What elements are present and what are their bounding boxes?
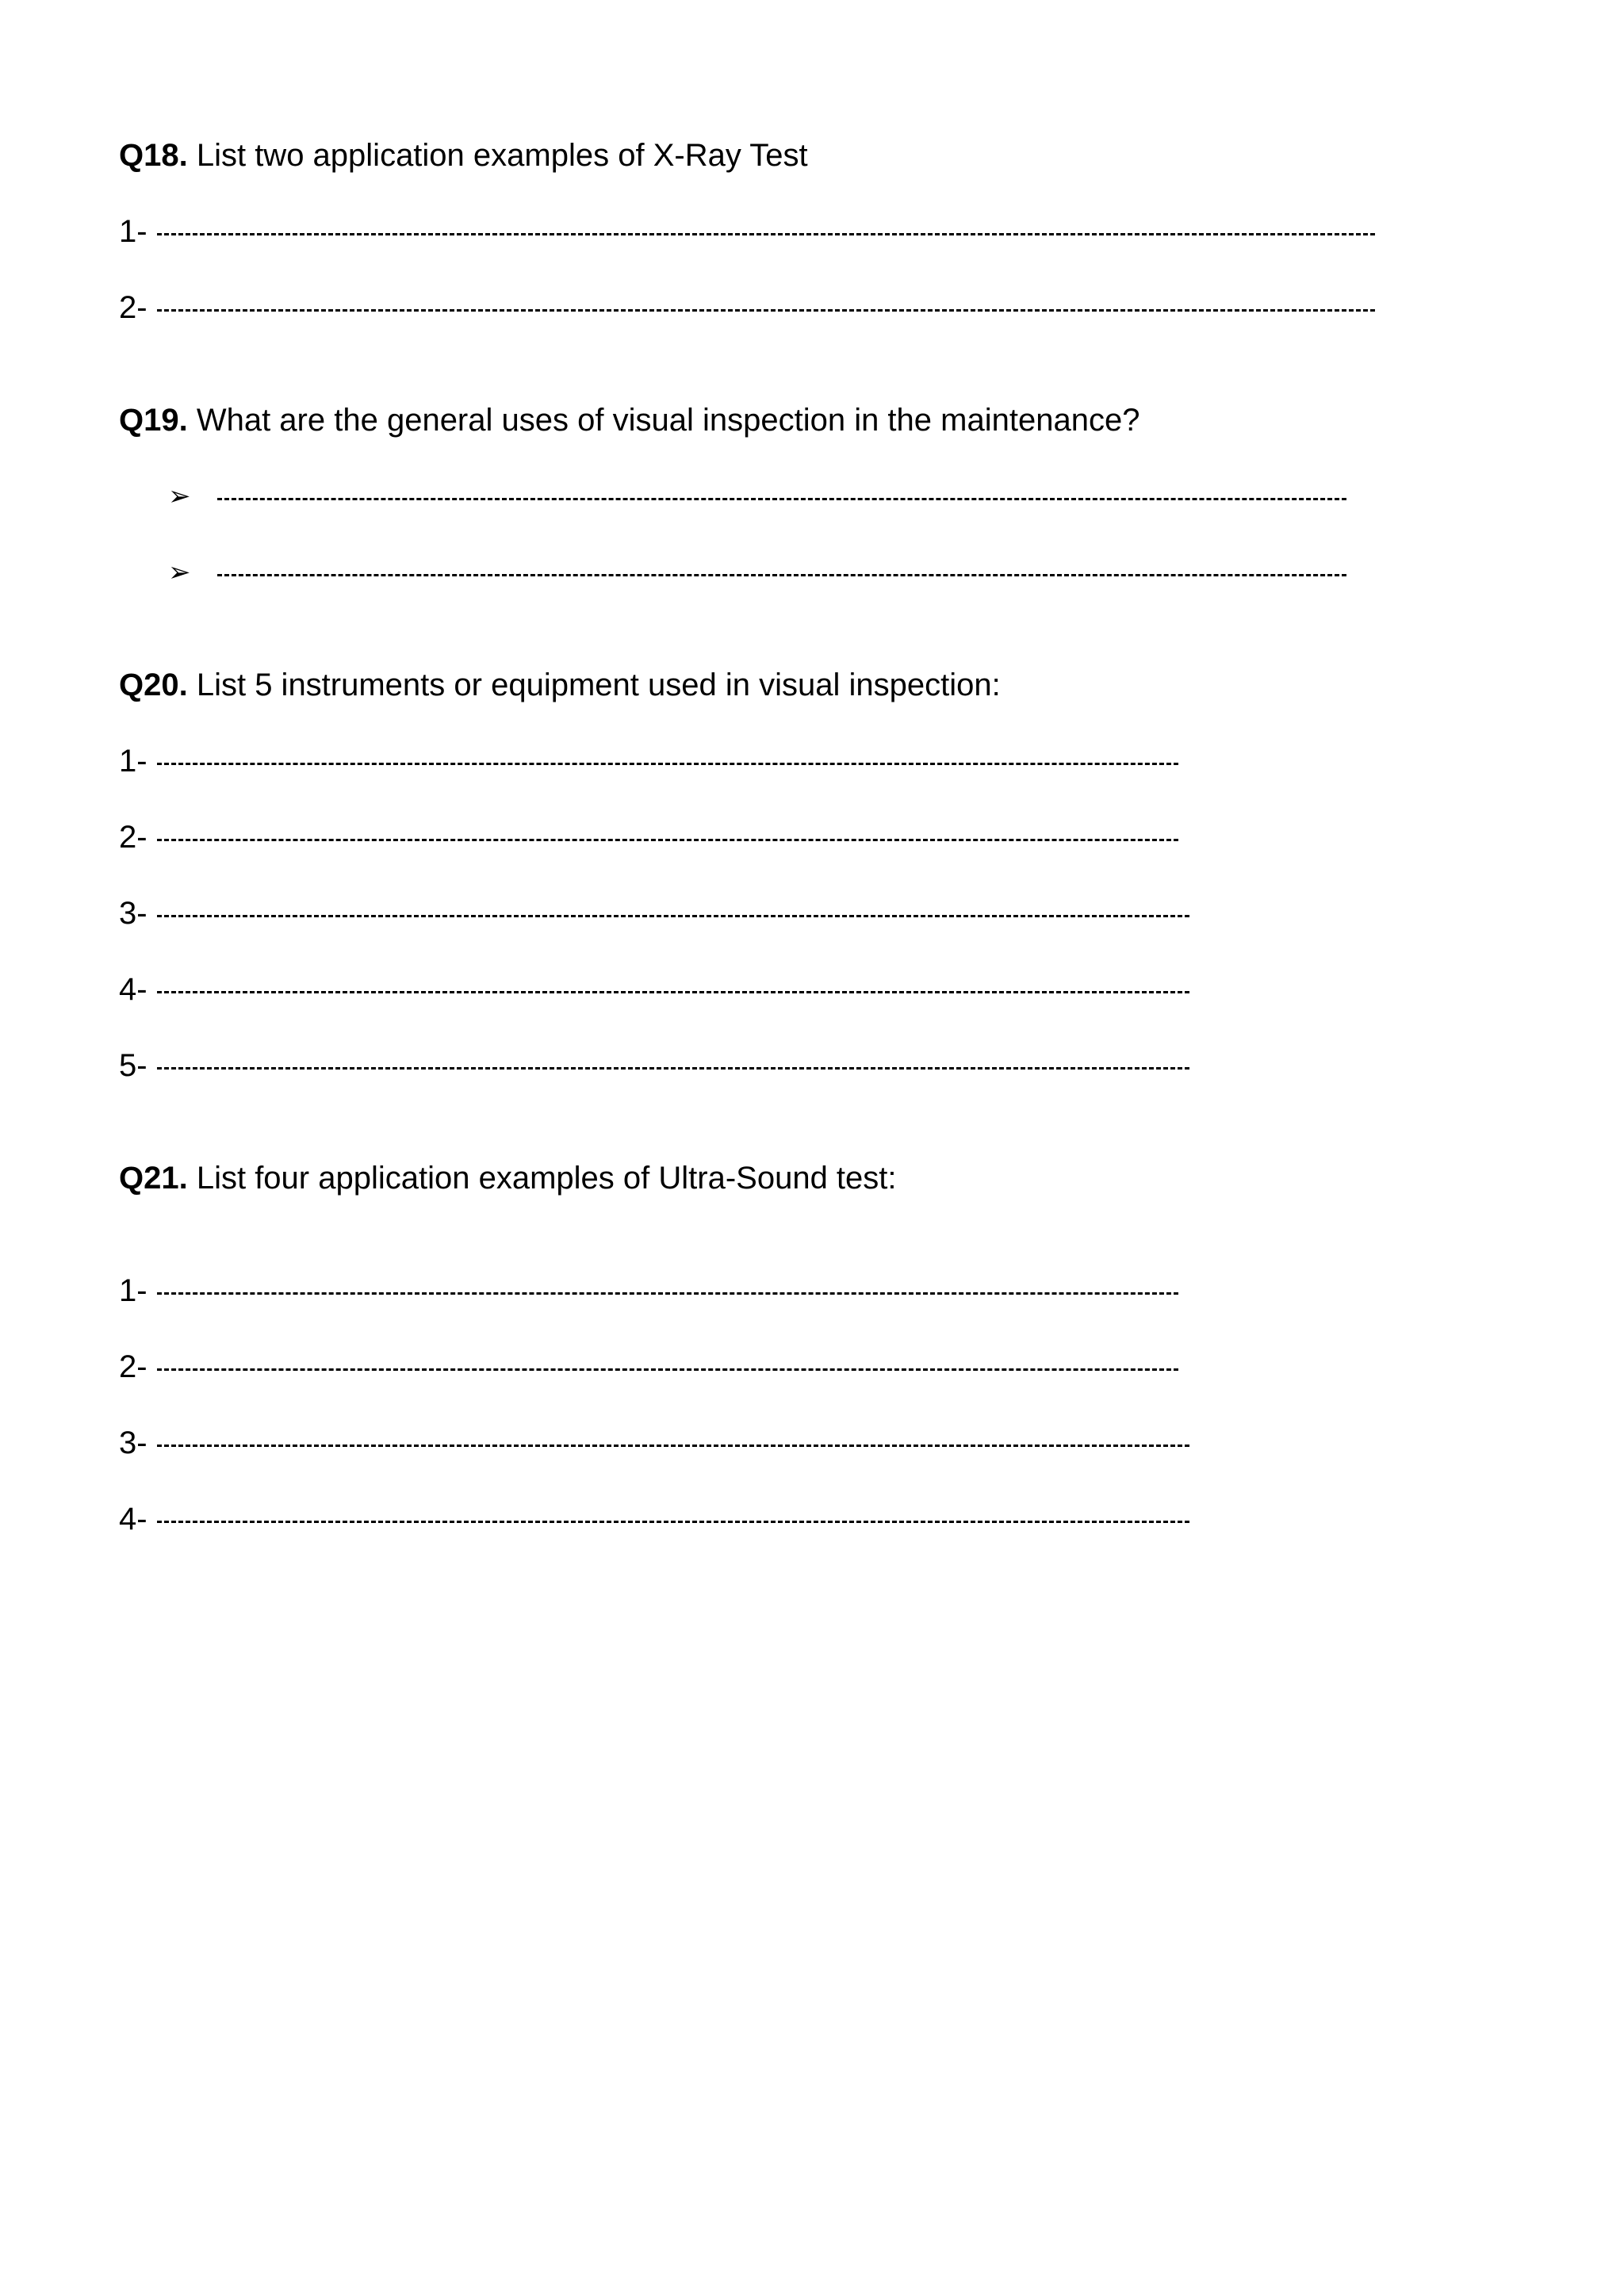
answer-blank[interactable] [217, 574, 1346, 576]
question-number: Q19. [119, 403, 188, 438]
answer-blank[interactable] [157, 233, 1375, 235]
question-21 [119, 1159, 897, 1197]
answer-label: 1- [119, 214, 147, 249]
question-number: Q20. [119, 668, 188, 702]
answer-blank[interactable] [157, 991, 1189, 993]
answer-blank[interactable] [157, 1368, 1178, 1371]
answer-label: 2- [119, 820, 147, 855]
answer-label: 2- [119, 1349, 147, 1384]
answer-label: 4- [119, 972, 147, 1007]
answer-line[interactable] [119, 1424, 1189, 1462]
answer-blank[interactable] [157, 915, 1189, 917]
answer-label: 1- [119, 1273, 147, 1308]
answer-blank[interactable] [157, 309, 1375, 312]
answer-line[interactable] [119, 1272, 1178, 1310]
answer-blank[interactable] [157, 1067, 1189, 1070]
answer-label: 3- [119, 896, 147, 931]
answer-line[interactable] [119, 1500, 1189, 1538]
answer-blank[interactable] [157, 763, 1178, 765]
arrow-bullet-icon: ➢ [168, 557, 191, 587]
answer-line[interactable] [119, 1348, 1178, 1386]
answer-blank[interactable] [157, 839, 1178, 841]
answer-line[interactable] [119, 212, 1375, 251]
answer-label: 2- [119, 290, 147, 325]
answer-label: 5- [119, 1048, 147, 1083]
answer-label: 3- [119, 1425, 147, 1460]
answer-blank[interactable] [157, 1521, 1189, 1523]
answer-line[interactable] [119, 742, 1178, 780]
answer-blank[interactable] [157, 1445, 1189, 1447]
answer-line[interactable] [119, 818, 1178, 856]
arrow-bullet-icon: ➢ [168, 481, 191, 511]
question-number: Q21. [119, 1161, 188, 1196]
answer-line[interactable] [119, 1047, 1189, 1085]
answer-blank[interactable] [217, 498, 1346, 500]
question-19 [119, 401, 1139, 439]
question-18 [119, 136, 808, 174]
question-20 [119, 666, 1001, 704]
answer-line[interactable] [119, 289, 1375, 327]
question-text: List two application examples of X-Ray Test [187, 138, 808, 173]
answer-label: 4- [119, 1502, 147, 1536]
answer-blank[interactable] [157, 1292, 1178, 1295]
answer-line[interactable] [119, 970, 1189, 1008]
answer-line[interactable] [119, 894, 1189, 932]
bullet-answer-line[interactable] [168, 477, 1346, 515]
question-text: What are the general uses of visual inspection in the maintenance? [187, 403, 1140, 438]
question-text: List 5 instruments or equipment used in visual inspection: [187, 668, 1001, 702]
answer-label: 1- [119, 744, 147, 779]
question-number: Q18. [119, 138, 188, 173]
bullet-answer-line[interactable] [168, 553, 1346, 591]
question-text: List four application examples of Ultra-Sound test: [187, 1161, 897, 1196]
